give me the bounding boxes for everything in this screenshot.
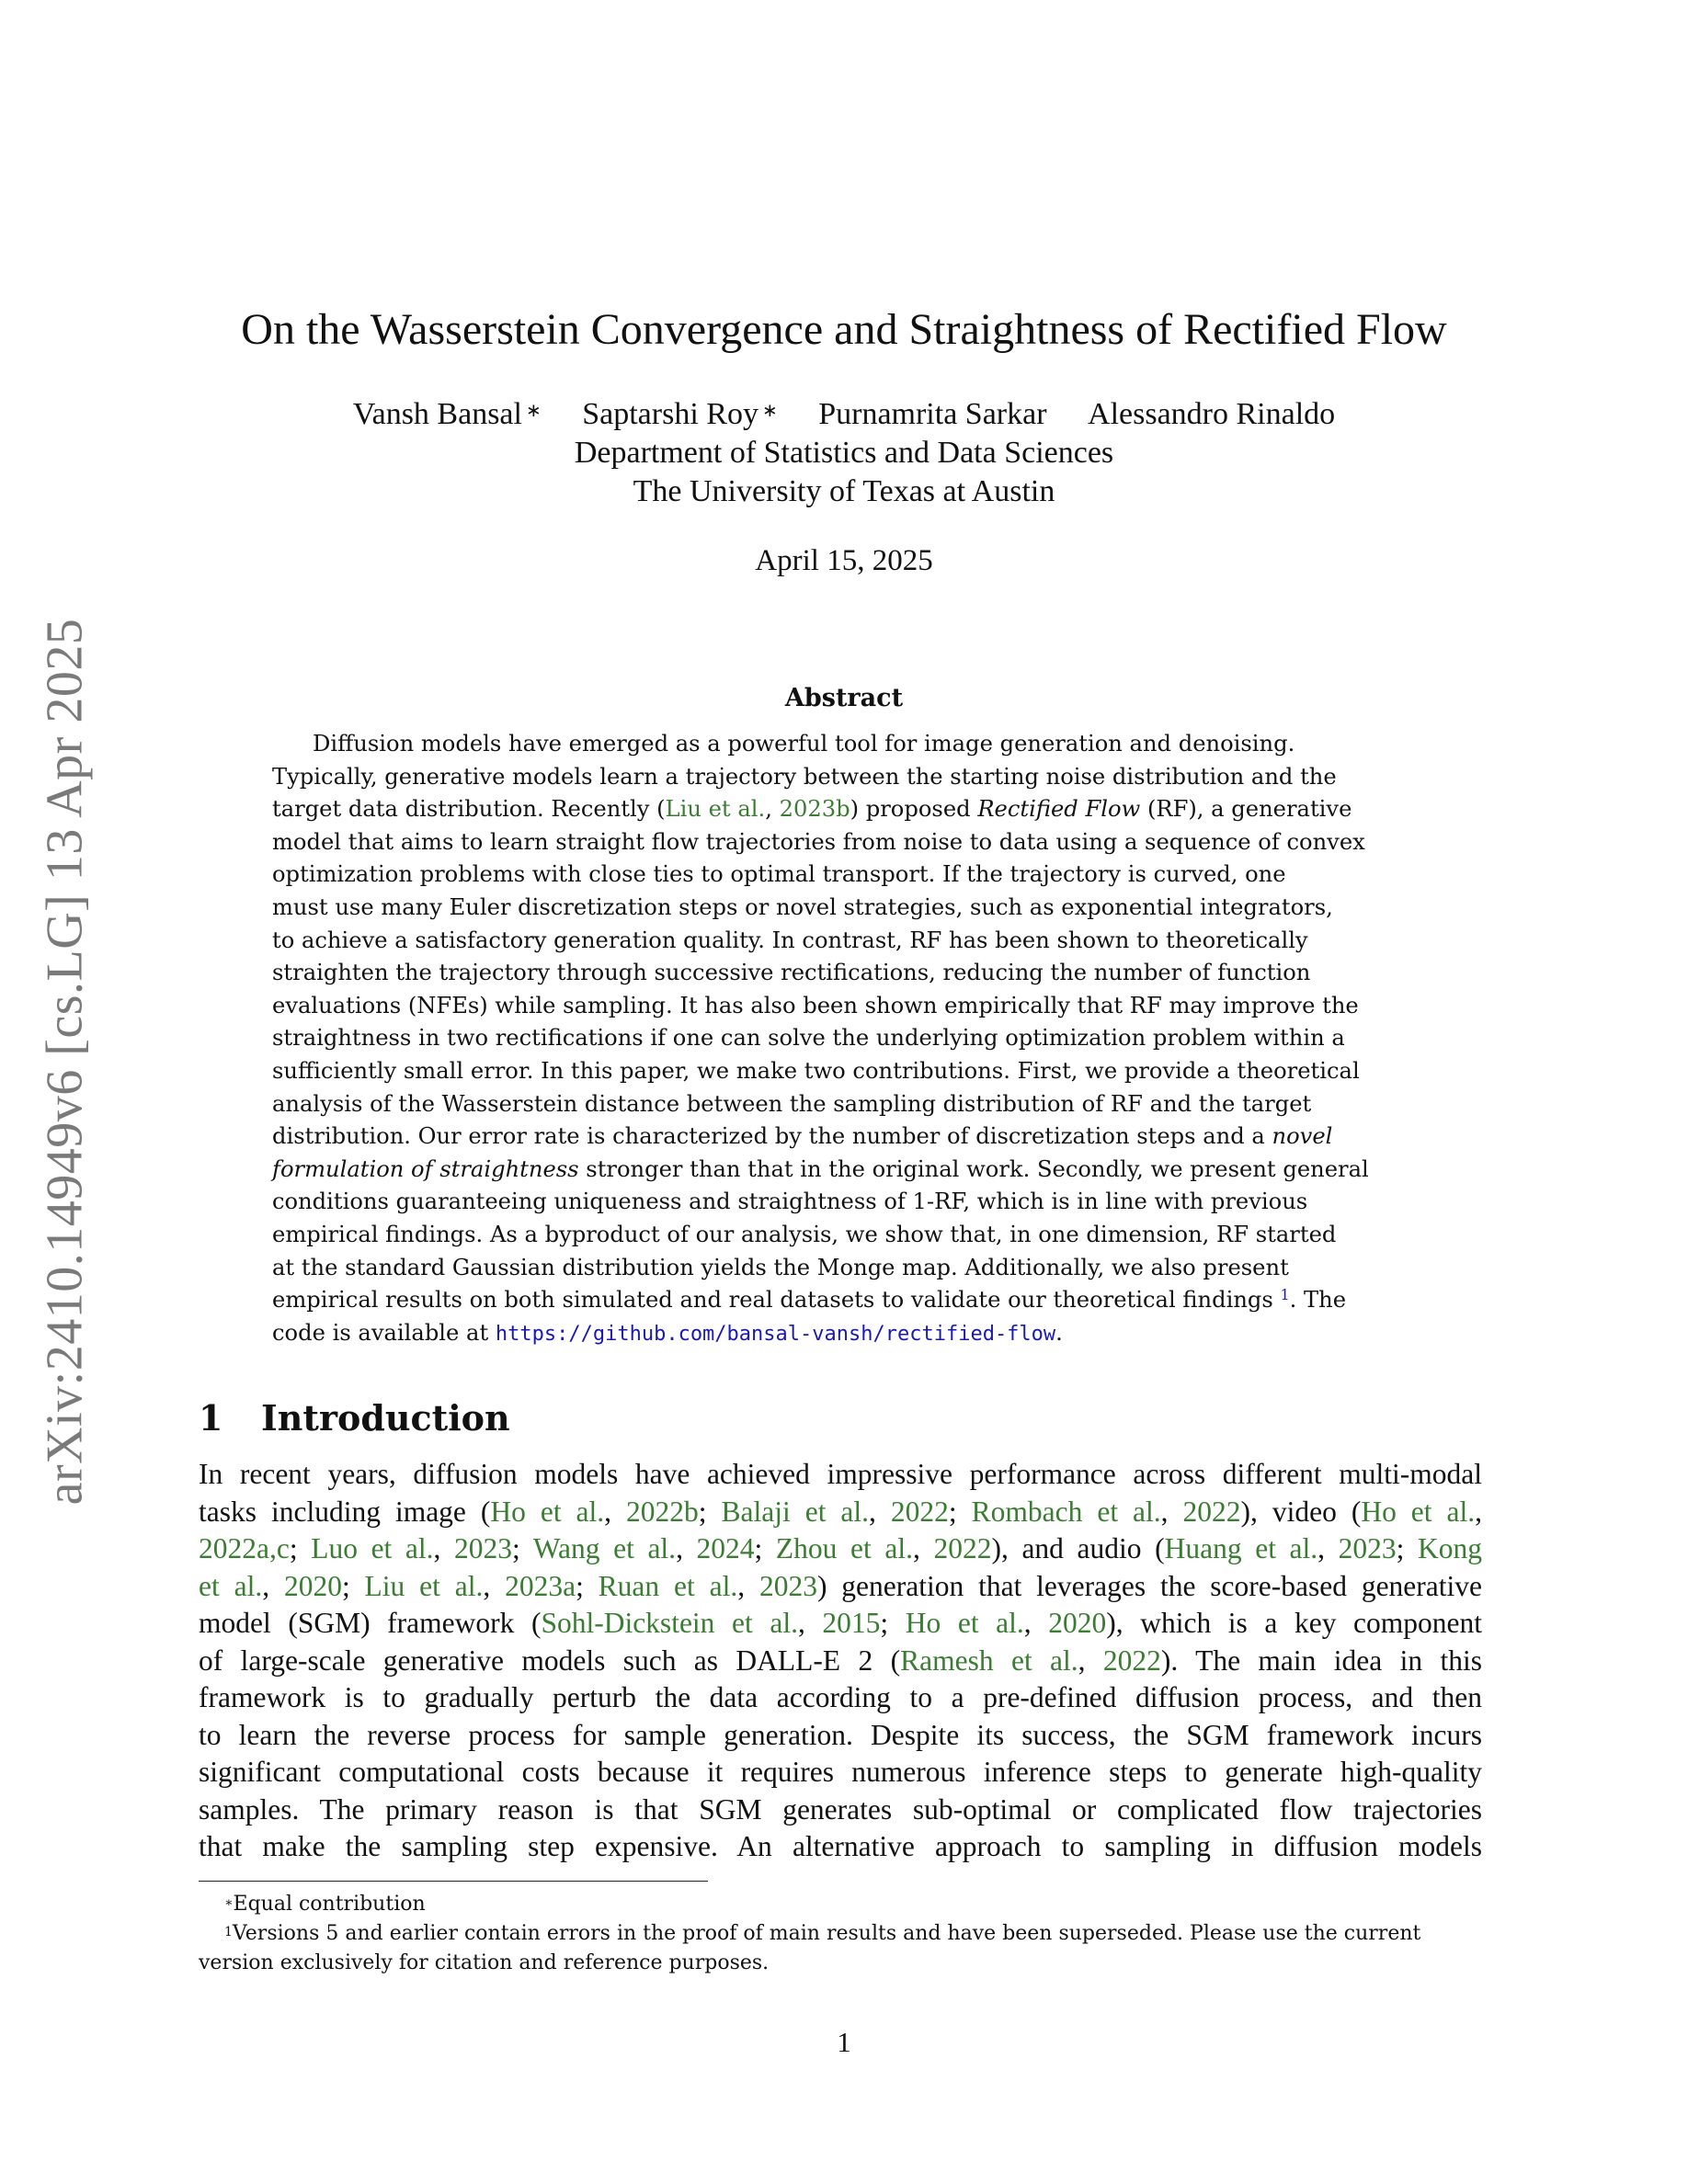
text-segment: evaluations (NFEs) while sampling. It has also been shown empirically that RF may improve the [272,992,1359,1018]
author-name: Saptarshi Roy [582,397,758,431]
citation-link[interactable]: Rombach et al. [971,1495,1161,1528]
citation-link[interactable]: Balaji et al. [721,1495,870,1528]
text-line [272,1317,1416,1351]
citation-link[interactable]: et al. [199,1569,263,1602]
text-segment: optimization problems with close ties to optimal transport. If the trajectory is curved, one [272,861,1286,888]
intro-body [199,1456,1482,1866]
text-segment: (RF), a generative [1140,796,1352,823]
text-segment: ; [880,1607,906,1639]
text-segment: ; [754,1532,776,1564]
text-segment: ; [341,1569,365,1602]
text-segment: , [483,1569,506,1602]
text-segment: , [262,1569,284,1602]
citation-link[interactable]: 2023a [505,1569,576,1602]
author-name: Purnamrita Sarkar [818,397,1047,431]
text-segment: ; [1396,1532,1419,1564]
text-line [272,990,1416,1023]
text-line [272,793,1416,826]
paper-date: April 15, 2025 [755,544,933,577]
author-block [138,395,1550,511]
text-segment: target data distribution. Recently ( [272,796,666,823]
footnotes [199,1890,1482,1978]
author [818,397,1046,431]
text-segment: conditions guaranteeing uniqueness and straightness of 1-RF, which is in line with previous [272,1189,1308,1215]
text-segment: , [912,1532,934,1564]
citation-link[interactable]: Liu et al. [665,796,766,823]
text-segment: straighten the trajectory through successive rectifications, reducing the number of function [272,960,1311,986]
page-number: 1 [837,2026,851,2058]
text-segment: Diffusion models have emerged as a powerful tool for image generation and denoising. [313,731,1295,756]
citation-link[interactable]: Luo et al. [311,1532,434,1564]
citation-link[interactable]: Kong [1418,1532,1483,1564]
text-segment: Typically, generative models learn a trajectory between the starting noise distribution and the [272,763,1337,790]
text-segment: , [797,1607,823,1639]
footnote-text: Equal contribution [233,1893,426,1916]
text-segment: distribution. Our error rate is characterized by the number of discretization steps and a [272,1123,1272,1150]
footnote-text: Versions 5 and earlier contain errors in the proof of main results and have been superseded. Please use the current version exclusively for citation and reference purposes. [199,1922,1421,1974]
citation-link[interactable]: Zhou et al. [775,1532,913,1564]
text-line [199,1792,1482,1829]
text-line [272,761,1416,794]
text-segment: that make the sampling step expensive. An alternative approach to sampling in diffusion models [199,1830,1482,1862]
text-line [199,1605,1482,1643]
text-segment: , [1475,1495,1482,1528]
author [1088,397,1335,431]
text-segment: , [1317,1532,1339,1564]
text-segment: , [869,1495,891,1528]
text-line [272,728,1416,761]
paper-title: On the Wasserstein Convergence and Straightness of Rectified Flow [241,305,1447,354]
text-line [272,1252,1416,1285]
citation-link[interactable]: 2022 [1182,1495,1241,1528]
text-line [272,1088,1416,1121]
text-line [272,892,1416,925]
citation-link[interactable]: 2022 [1102,1644,1161,1677]
text-segment: to achieve a satisfactory generation quality. In contrast, RF has been shown to theoretically [272,927,1308,953]
author-name: Alessandro Rinaldo [1088,397,1336,431]
text-line [272,826,1416,859]
text-segment: at the standard Gaussian distribution yields the Monge map. Additionally, we also present [272,1254,1289,1280]
citation-link[interactable]: 2022a,c [199,1532,290,1564]
text-segment: of large-scale generative models such as DALL-E 2 ( [199,1644,901,1677]
text-segment: , [1160,1495,1183,1528]
citation-link[interactable]: 2023b [779,796,850,823]
text-segment: sufficiently small error. In this paper, we make two contributions. First, we provide a theoretical [272,1057,1360,1084]
citation-link[interactable]: 2023 [758,1569,817,1602]
text-segment: , [765,796,780,823]
citation-link[interactable]: Wang et al. [532,1532,677,1564]
citation-link[interactable]: Sohl-Dickstein et al. [541,1607,798,1639]
text-line [199,1494,1482,1531]
section-heading [199,1397,510,1439]
text-line [272,1120,1416,1154]
citation-link[interactable]: 2022 [890,1495,949,1528]
text-segment: ; [289,1532,312,1564]
citation-link[interactable]: 2022 [933,1532,992,1564]
text-line [199,1643,1482,1680]
text-line [199,1754,1482,1792]
citation-link[interactable]: Liu et al. [364,1569,484,1602]
author [582,397,777,431]
text-segment: ; [698,1495,722,1528]
text-line [272,859,1416,892]
text-segment: model that aims to learn straight flow trajectories from noise to data using a sequence of convex [272,828,1365,855]
text-segment: ) generation that leverages the score-based generative [816,1569,1482,1602]
university: The University of Texas at Austin [633,474,1055,508]
citation-link[interactable]: Ho et al. [1361,1495,1476,1528]
text-segment: ). The main idea in this [1160,1644,1482,1677]
citation-link[interactable]: 2024 [696,1532,755,1564]
citation-link[interactable]: 2023 [1338,1532,1397,1564]
text-line [272,1284,1416,1317]
citation-link[interactable]: 2020 [1048,1607,1107,1639]
text-segment: ; [948,1495,972,1528]
text-segment: . The [1289,1287,1347,1314]
text-segment: empirical results on both simulated and real datasets to validate our theoretical findings [272,1287,1281,1314]
department: Department of Statistics and Data Sciences [574,436,1114,470]
text-segment: In recent years, diffusion models have achieved impressive performance across different multi-modal [199,1458,1482,1490]
text-segment: must use many Euler discretization steps or novel strategies, such as exponential integrators, [272,893,1333,920]
text-segment: , [737,1569,759,1602]
footnote-mark: ∗ [224,1895,234,1910]
text-segment: , [433,1532,455,1564]
text-segment: . [1055,1319,1063,1346]
text-segment: ) proposed [850,796,978,823]
text-segment: code is available at [272,1319,496,1346]
citation-link[interactable]: 2022b [626,1495,699,1528]
text-segment: straightness in two rectifications if one can solve the underlying optimization problem within a [272,1025,1345,1052]
text-segment: , [676,1532,697,1564]
footnote-1 [199,1919,1482,1978]
text-segment: framework is to gradually perturb the data according to a pre-defined diffusion process, and then [199,1681,1482,1713]
footnote-rule [199,1881,708,1882]
text-segment: , [1078,1644,1103,1677]
text-line [199,1530,1482,1568]
footnote-ref-link[interactable]: 1 [1280,1286,1290,1304]
text-line [199,1717,1482,1755]
text-segment: significant computational costs because it requires numerous inference steps to generate high-quality [199,1756,1482,1788]
text-line [199,1568,1482,1606]
text-line [199,1679,1482,1717]
text-segment: to learn the reverse process for sample generation. Despite its success, the SGM framework incurs [199,1718,1482,1751]
text-segment: , [1023,1607,1049,1639]
text-line [272,1055,1416,1088]
text-segment: ), which is a key component [1106,1607,1482,1639]
citation-link[interactable]: 2020 [283,1569,342,1602]
text-segment: model (SGM) framework ( [199,1607,542,1639]
text-line [272,925,1416,958]
section-number: 1 [199,1397,223,1439]
equal-contribution-mark: ∗ [525,401,542,421]
text-segment: , [604,1495,627,1528]
section-title: Introduction [261,1397,510,1439]
arxiv-id-text: arXiv:2410.14949v6 [cs.LG] 13 Apr 2025 [36,618,93,1506]
citation-link[interactable]: 2015 [822,1607,881,1639]
text-segment: ; [512,1532,533,1564]
code-url-link[interactable]: https://github.com/bansal-vansh/rectified-flow [495,1322,1056,1346]
citation-link[interactable]: Huang et al. [1164,1532,1318,1564]
text-segment: ), video ( [1240,1495,1362,1528]
footnote-equal-contribution [199,1890,1482,1919]
citation-link[interactable]: Ramesh et al. [900,1644,1078,1677]
text-line [199,1456,1482,1494]
citation-link[interactable]: 2023 [454,1532,513,1564]
text-line [272,1154,1416,1187]
text-segment: analysis of the Wasserstein distance between the sampling distribution of RF and the target [272,1090,1312,1117]
abstract-body [272,728,1416,1350]
text-line [272,1219,1416,1252]
text-segment: stronger than that in the original work. Secondly, we present general [578,1155,1369,1182]
emphasis-text: Rectified Flow [977,796,1141,823]
text-line [272,957,1416,990]
emphasis-text: novel [1272,1123,1333,1150]
author-name: Vansh Bansal [352,397,522,431]
text-line [272,1186,1416,1219]
abstract-heading: Abstract [784,684,904,712]
text-segment: ), and audio ( [991,1532,1165,1564]
footnote-mark: 1 [224,1925,233,1939]
text-line [272,1022,1416,1055]
citation-link[interactable]: Ho et al. [905,1607,1024,1639]
text-segment: tasks including image ( [199,1495,491,1528]
text-segment: empirical findings. As a byproduct of our analysis, we show that, in one dimension, RF started [272,1221,1337,1247]
arxiv-stamp [28,570,101,1553]
text-segment: samples. The primary reason is that SGM generates sub-optimal or complicated flow trajectories [199,1792,1482,1826]
author-list [138,395,1550,434]
citation-link[interactable]: Ho et al. [490,1495,605,1528]
text-line [199,1828,1482,1866]
author [353,397,542,431]
emphasis-text: formulation of straightness [272,1155,579,1182]
citation-link[interactable]: Ruan et al. [598,1569,738,1602]
equal-contribution-mark: ∗ [761,401,778,421]
text-segment: ; [576,1569,599,1602]
